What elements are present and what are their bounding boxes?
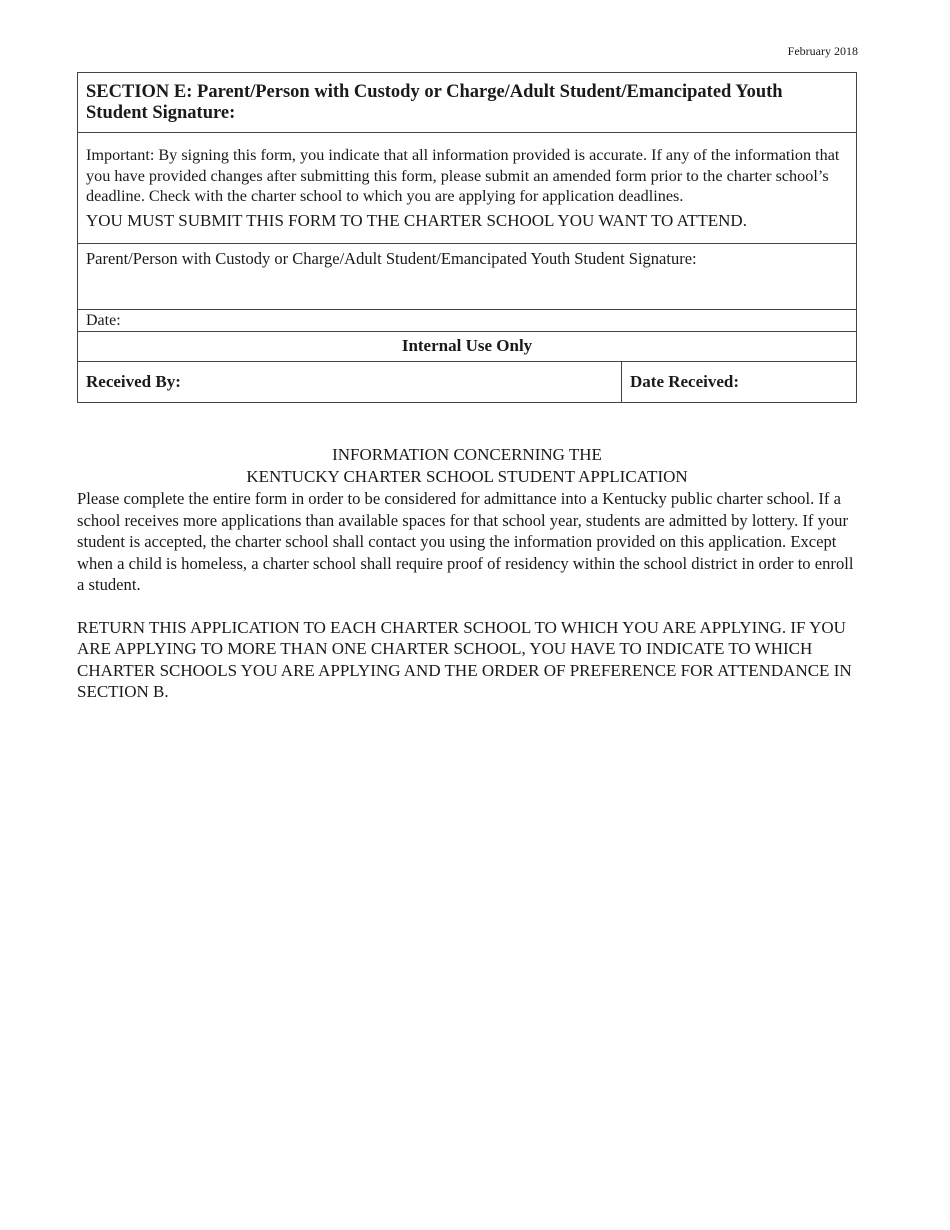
signature-label: Parent/Person with Custody or Charge/Adult Student/Emancipated Youth Student Signature:: [86, 249, 697, 268]
must-submit-text: YOU MUST SUBMIT THIS FORM TO THE CHARTER SCHOOL YOU WANT TO ATTEND.: [86, 210, 747, 230]
information-section: [77, 444, 857, 703]
received-row: [78, 362, 856, 402]
date-received-field[interactable]: [622, 362, 856, 402]
return-notice: RETURN THIS APPLICATION TO EACH CHARTER SCHOOL TO WHICH YOU ARE APPLYING. IF YOU ARE APPLYING TO MORE THAN ONE CHARTER SCHOOL, YOU HAVE TO INDICATE TO WHICH CHARTER SCHOOLS YOU ARE APPLYING AND THE ORDER OF PREFERENCE FOR ATTENDANCE IN SECTION B.: [77, 617, 852, 701]
important-text: Important: By signing this form, you indicate that all information provided is accurate. If any of the information that you have provided changes after submitting this form, please submit an amended form prior to the charter school’s deadline. Check with the charter school to which you are applying for application deadlines.: [86, 146, 840, 205]
signature-field[interactable]: [78, 244, 856, 310]
info-heading-line2: KENTUCKY CHARTER SCHOOL STUDENT APPLICATION: [246, 467, 688, 486]
date-received-label: Date Received:: [630, 372, 740, 391]
revision-date: February 2018: [787, 44, 858, 58]
date-field[interactable]: [78, 310, 856, 332]
info-heading-line1: INFORMATION CONCERNING THE: [332, 445, 602, 464]
info-body: Please complete the entire form in order to be considered for admittance into a Kentucky public charter school. If a school receives more applications than available spaces for that school year, students are admitted by lottery. If your student is accepted, the charter school shall contact you using the information provided on this application. Except when a child is homeless, a charter school shall require proof of residency within the school district in order to enroll a student.: [77, 489, 854, 594]
received-by-field[interactable]: [78, 362, 622, 402]
date-label: Date:: [86, 312, 121, 329]
received-by-label: Received By:: [86, 372, 181, 391]
section-e-title: SECTION E: Parent/Person with Custody or Charge/Adult Student/Emancipated Youth Student Signature:: [78, 73, 856, 133]
section-e-form: [77, 72, 857, 403]
internal-use-header: Internal Use Only: [78, 332, 856, 362]
important-notice: [78, 133, 856, 244]
